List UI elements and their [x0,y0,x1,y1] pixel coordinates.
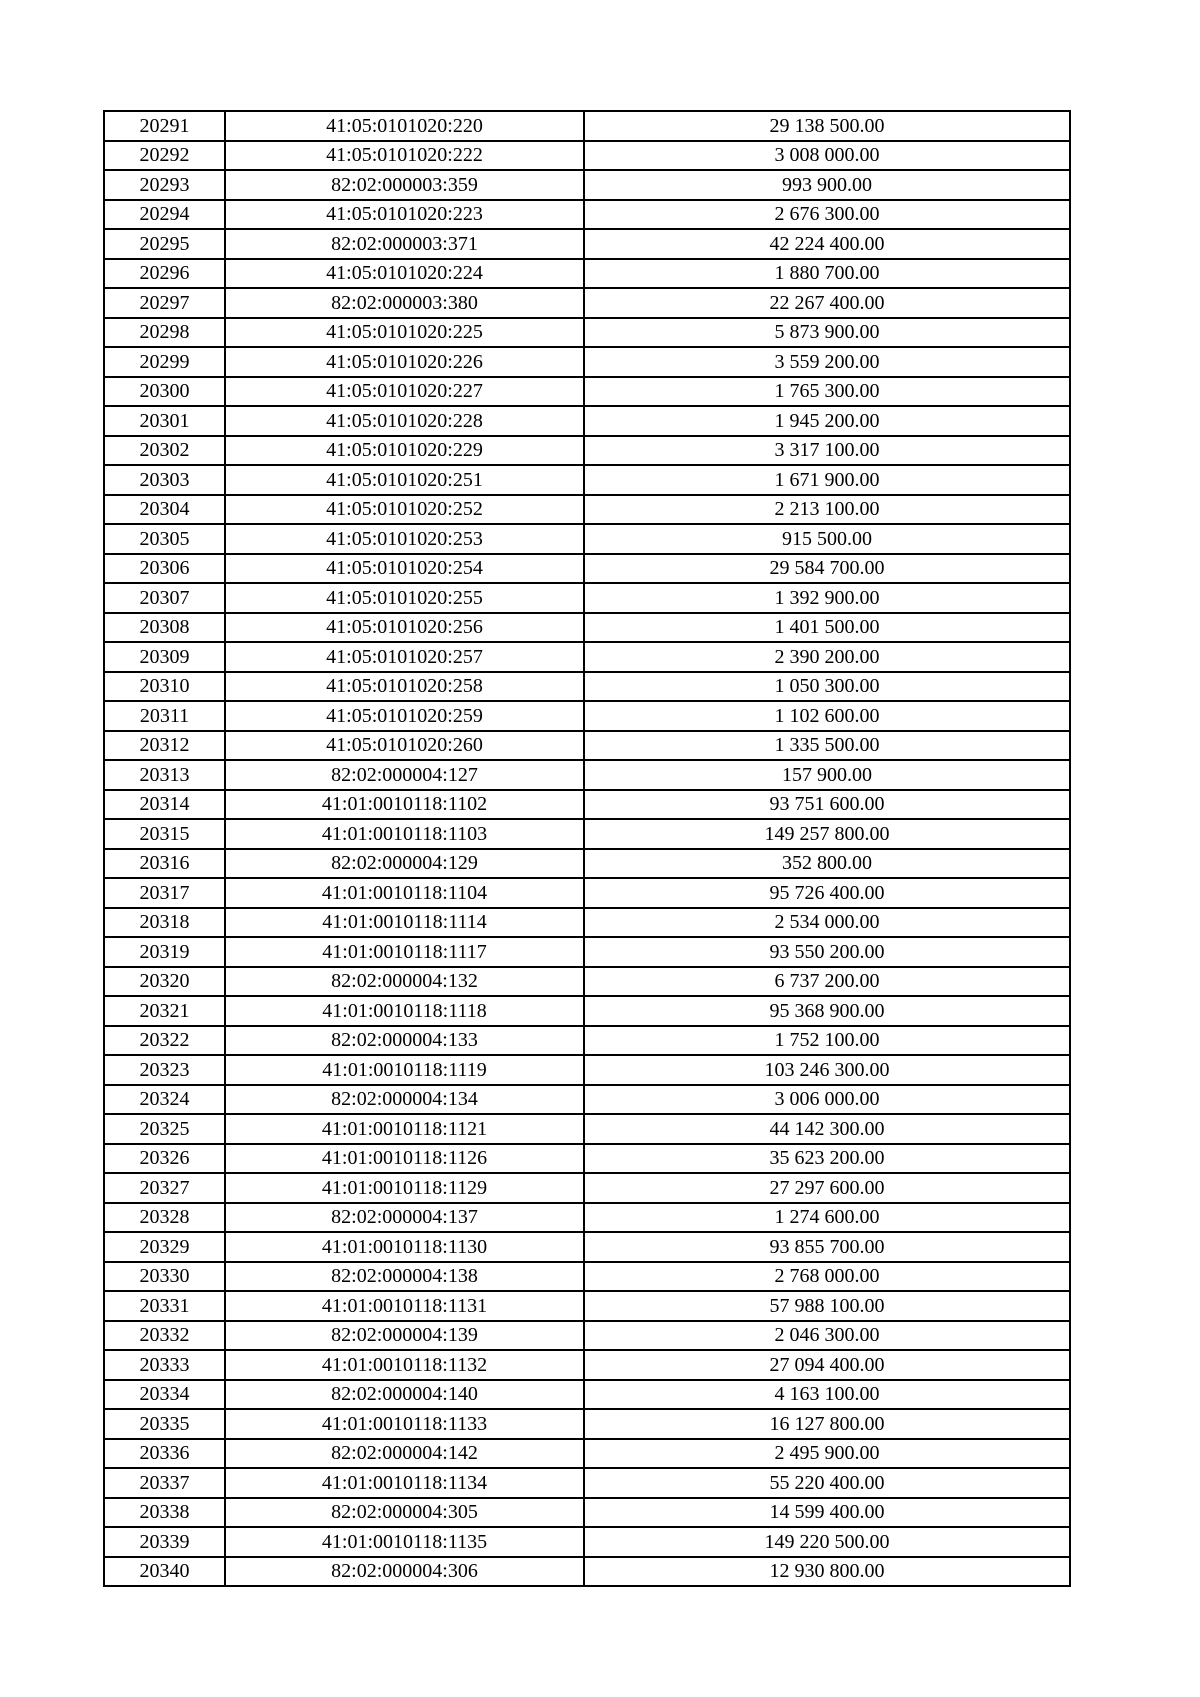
cadastral-number-cell: 41:01:0010118:1135 [225,1527,584,1557]
table-row [104,878,1070,908]
cadastral-number-cell: 41:05:0101020:252 [225,495,584,525]
table-row [104,908,1070,938]
cadastral-value-cell: 352 800.00 [584,849,1070,879]
table-row [104,583,1070,613]
cadastral-number-cell: 82:02:000004:137 [225,1203,584,1233]
cadastral-number-cell: 41:05:0101020:227 [225,377,584,407]
cadastral-value-cell: 57 988 100.00 [584,1291,1070,1321]
row-number-cell: 20328 [104,1203,225,1233]
cadastral-number-cell: 82:02:000004:129 [225,849,584,879]
table-row [104,495,1070,525]
row-number-cell: 20324 [104,1085,225,1115]
cadastral-number-cell: 41:01:0010118:1103 [225,819,584,849]
table-row [104,1085,1070,1115]
cadastral-number-cell: 41:01:0010118:1126 [225,1144,584,1174]
cadastral-value-cell: 3 008 000.00 [584,141,1070,171]
cadastral-number-cell: 41:01:0010118:1131 [225,1291,584,1321]
row-number-cell: 20330 [104,1262,225,1292]
cadastral-number-cell: 82:02:000004:133 [225,1026,584,1056]
row-number-cell: 20325 [104,1114,225,1144]
cadastral-value-cell: 2 495 900.00 [584,1439,1070,1469]
cadastral-value-cell: 27 297 600.00 [584,1173,1070,1203]
table-row [104,819,1070,849]
cadastral-number-cell: 82:02:000003:380 [225,288,584,318]
row-number-cell: 20319 [104,937,225,967]
cadastral-number-cell: 82:02:000004:134 [225,1085,584,1115]
cadastre-value-table [103,110,1071,1587]
table-row [104,347,1070,377]
table-row [104,642,1070,672]
row-number-cell: 20302 [104,436,225,466]
cadastral-number-cell: 41:01:0010118:1119 [225,1055,584,1085]
cadastral-number-cell: 41:01:0010118:1134 [225,1468,584,1498]
row-number-cell: 20300 [104,377,225,407]
cadastral-value-cell: 42 224 400.00 [584,229,1070,259]
row-number-cell: 20296 [104,259,225,289]
cadastral-number-cell: 41:05:0101020:224 [225,259,584,289]
table-row [104,465,1070,495]
table-row [104,1409,1070,1439]
cadastral-value-cell: 12 930 800.00 [584,1557,1070,1587]
table-row [104,1380,1070,1410]
table-row [104,170,1070,200]
table-row [104,1232,1070,1262]
cadastral-number-cell: 41:05:0101020:257 [225,642,584,672]
table-row [104,1291,1070,1321]
cadastral-value-cell: 2 046 300.00 [584,1321,1070,1351]
cadastral-number-cell: 82:02:000004:132 [225,967,584,997]
table-row [104,1144,1070,1174]
cadastral-value-cell: 1 752 100.00 [584,1026,1070,1056]
table-row [104,937,1070,967]
row-number-cell: 20304 [104,495,225,525]
table-row [104,849,1070,879]
cadastral-number-cell: 41:05:0101020:254 [225,554,584,584]
cadastral-number-cell: 41:05:0101020:223 [225,200,584,230]
cadastral-value-cell: 29 138 500.00 [584,111,1070,141]
row-number-cell: 20295 [104,229,225,259]
table-row [104,1262,1070,1292]
cadastral-number-cell: 82:02:000004:127 [225,760,584,790]
cadastral-value-cell: 1 671 900.00 [584,465,1070,495]
cadastral-value-cell: 149 220 500.00 [584,1527,1070,1557]
cadastral-number-cell: 82:02:000003:371 [225,229,584,259]
cadastral-number-cell: 41:05:0101020:253 [225,524,584,554]
row-number-cell: 20291 [104,111,225,141]
table-row [104,996,1070,1026]
row-number-cell: 20299 [104,347,225,377]
cadastral-value-cell: 103 246 300.00 [584,1055,1070,1085]
row-number-cell: 20294 [104,200,225,230]
table-row [104,111,1070,141]
cadastral-number-cell: 41:05:0101020:222 [225,141,584,171]
cadastral-number-cell: 41:05:0101020:259 [225,701,584,731]
cadastral-number-cell: 41:05:0101020:260 [225,731,584,761]
row-number-cell: 20316 [104,849,225,879]
cadastral-value-cell: 14 599 400.00 [584,1498,1070,1528]
table-row [104,613,1070,643]
table-row [104,377,1070,407]
row-number-cell: 20306 [104,554,225,584]
cadastral-number-cell: 82:02:000004:140 [225,1380,584,1410]
row-number-cell: 20317 [104,878,225,908]
cadastral-value-cell: 2 213 100.00 [584,495,1070,525]
cadastral-number-cell: 41:01:0010118:1121 [225,1114,584,1144]
table-row [104,288,1070,318]
cadastral-number-cell: 41:01:0010118:1117 [225,937,584,967]
row-number-cell: 20333 [104,1350,225,1380]
table-row [104,259,1070,289]
cadastral-value-cell: 1 401 500.00 [584,613,1070,643]
row-number-cell: 20315 [104,819,225,849]
row-number-cell: 20298 [104,318,225,348]
cadastral-value-cell: 993 900.00 [584,170,1070,200]
cadastral-value-cell: 44 142 300.00 [584,1114,1070,1144]
table-row [104,1350,1070,1380]
cadastral-number-cell: 41:05:0101020:225 [225,318,584,348]
cadastral-number-cell: 41:05:0101020:229 [225,436,584,466]
row-number-cell: 20307 [104,583,225,613]
cadastral-value-cell: 4 163 100.00 [584,1380,1070,1410]
table-row [104,406,1070,436]
row-number-cell: 20292 [104,141,225,171]
cadastral-number-cell: 82:02:000004:305 [225,1498,584,1528]
table-row [104,1321,1070,1351]
cadastral-number-cell: 41:05:0101020:258 [225,672,584,702]
cadastral-value-cell: 3 559 200.00 [584,347,1070,377]
cadastral-number-cell: 41:01:0010118:1133 [225,1409,584,1439]
cadastral-value-cell: 55 220 400.00 [584,1468,1070,1498]
row-number-cell: 20335 [104,1409,225,1439]
cadastral-value-cell: 3 006 000.00 [584,1085,1070,1115]
cadastral-value-cell: 1 880 700.00 [584,259,1070,289]
cadastral-number-cell: 41:05:0101020:226 [225,347,584,377]
cadastral-value-cell: 915 500.00 [584,524,1070,554]
table-row [104,701,1070,731]
table-row [104,1557,1070,1587]
cadastral-value-cell: 1 274 600.00 [584,1203,1070,1233]
cadastral-value-cell: 1 392 900.00 [584,583,1070,613]
cadastral-number-cell: 41:01:0010118:1114 [225,908,584,938]
row-number-cell: 20331 [104,1291,225,1321]
table-row [104,318,1070,348]
cadastral-value-cell: 93 855 700.00 [584,1232,1070,1262]
cadastral-number-cell: 41:01:0010118:1118 [225,996,584,1026]
cadastral-number-cell: 41:05:0101020:255 [225,583,584,613]
table-row [104,1026,1070,1056]
cadastral-value-cell: 2 768 000.00 [584,1262,1070,1292]
cadastral-number-cell: 41:01:0010118:1130 [225,1232,584,1262]
cadastral-number-cell: 41:05:0101020:220 [225,111,584,141]
cadastral-value-cell: 2 390 200.00 [584,642,1070,672]
row-number-cell: 20293 [104,170,225,200]
cadastral-number-cell: 41:01:0010118:1132 [225,1350,584,1380]
cadastral-value-cell: 35 623 200.00 [584,1144,1070,1174]
cadastral-value-cell: 1 765 300.00 [584,377,1070,407]
cadastral-value-cell: 3 317 100.00 [584,436,1070,466]
table-row [104,731,1070,761]
row-number-cell: 20320 [104,967,225,997]
row-number-cell: 20305 [104,524,225,554]
table-row [104,1114,1070,1144]
table-row [104,524,1070,554]
row-number-cell: 20339 [104,1527,225,1557]
cadastral-number-cell: 41:01:0010118:1129 [225,1173,584,1203]
table-row [104,760,1070,790]
row-number-cell: 20322 [104,1026,225,1056]
row-number-cell: 20301 [104,406,225,436]
table-row [104,1055,1070,1085]
cadastral-number-cell: 41:05:0101020:251 [225,465,584,495]
table-row [104,141,1070,171]
cadastral-value-cell: 1 102 600.00 [584,701,1070,731]
table-body [104,111,1070,1586]
row-number-cell: 20326 [104,1144,225,1174]
row-number-cell: 20314 [104,790,225,820]
row-number-cell: 20334 [104,1380,225,1410]
cadastral-number-cell: 82:02:000004:139 [225,1321,584,1351]
cadastral-number-cell: 82:02:000004:142 [225,1439,584,1469]
row-number-cell: 20303 [104,465,225,495]
table-row [104,554,1070,584]
table-row [104,1439,1070,1469]
cadastral-number-cell: 82:02:000003:359 [225,170,584,200]
table-row [104,1468,1070,1498]
table-row [104,1527,1070,1557]
row-number-cell: 20311 [104,701,225,731]
cadastral-value-cell: 1 945 200.00 [584,406,1070,436]
row-number-cell: 20332 [104,1321,225,1351]
table-row [104,1498,1070,1528]
cadastral-value-cell: 95 368 900.00 [584,996,1070,1026]
row-number-cell: 20321 [104,996,225,1026]
cadastral-number-cell: 41:05:0101020:228 [225,406,584,436]
cadastral-number-cell: 82:02:000004:306 [225,1557,584,1587]
table-row [104,200,1070,230]
row-number-cell: 20297 [104,288,225,318]
row-number-cell: 20309 [104,642,225,672]
table-row [104,967,1070,997]
cadastral-value-cell: 93 751 600.00 [584,790,1070,820]
row-number-cell: 20312 [104,731,225,761]
row-number-cell: 20336 [104,1439,225,1469]
table-row [104,1203,1070,1233]
row-number-cell: 20327 [104,1173,225,1203]
cadastral-value-cell: 157 900.00 [584,760,1070,790]
row-number-cell: 20323 [104,1055,225,1085]
cadastral-value-cell: 93 550 200.00 [584,937,1070,967]
cadastral-value-cell: 22 267 400.00 [584,288,1070,318]
cadastral-value-cell: 1 050 300.00 [584,672,1070,702]
cadastral-value-cell: 16 127 800.00 [584,1409,1070,1439]
cadastral-value-cell: 6 737 200.00 [584,967,1070,997]
cadastral-value-cell: 29 584 700.00 [584,554,1070,584]
cadastral-value-cell: 5 873 900.00 [584,318,1070,348]
row-number-cell: 20340 [104,1557,225,1587]
cadastral-number-cell: 82:02:000004:138 [225,1262,584,1292]
cadastral-value-cell: 1 335 500.00 [584,731,1070,761]
table-row [104,229,1070,259]
row-number-cell: 20329 [104,1232,225,1262]
cadastral-number-cell: 41:01:0010118:1102 [225,790,584,820]
table-row [104,1173,1070,1203]
row-number-cell: 20313 [104,760,225,790]
table-row [104,672,1070,702]
cadastral-number-cell: 41:05:0101020:256 [225,613,584,643]
cadastral-value-cell: 27 094 400.00 [584,1350,1070,1380]
row-number-cell: 20308 [104,613,225,643]
cadastral-value-cell: 2 534 000.00 [584,908,1070,938]
cadastral-value-cell: 149 257 800.00 [584,819,1070,849]
cadastral-value-cell: 95 726 400.00 [584,878,1070,908]
row-number-cell: 20318 [104,908,225,938]
row-number-cell: 20338 [104,1498,225,1528]
table-row [104,436,1070,466]
table-row [104,790,1070,820]
row-number-cell: 20310 [104,672,225,702]
cadastral-number-cell: 41:01:0010118:1104 [225,878,584,908]
cadastral-value-cell: 2 676 300.00 [584,200,1070,230]
row-number-cell: 20337 [104,1468,225,1498]
